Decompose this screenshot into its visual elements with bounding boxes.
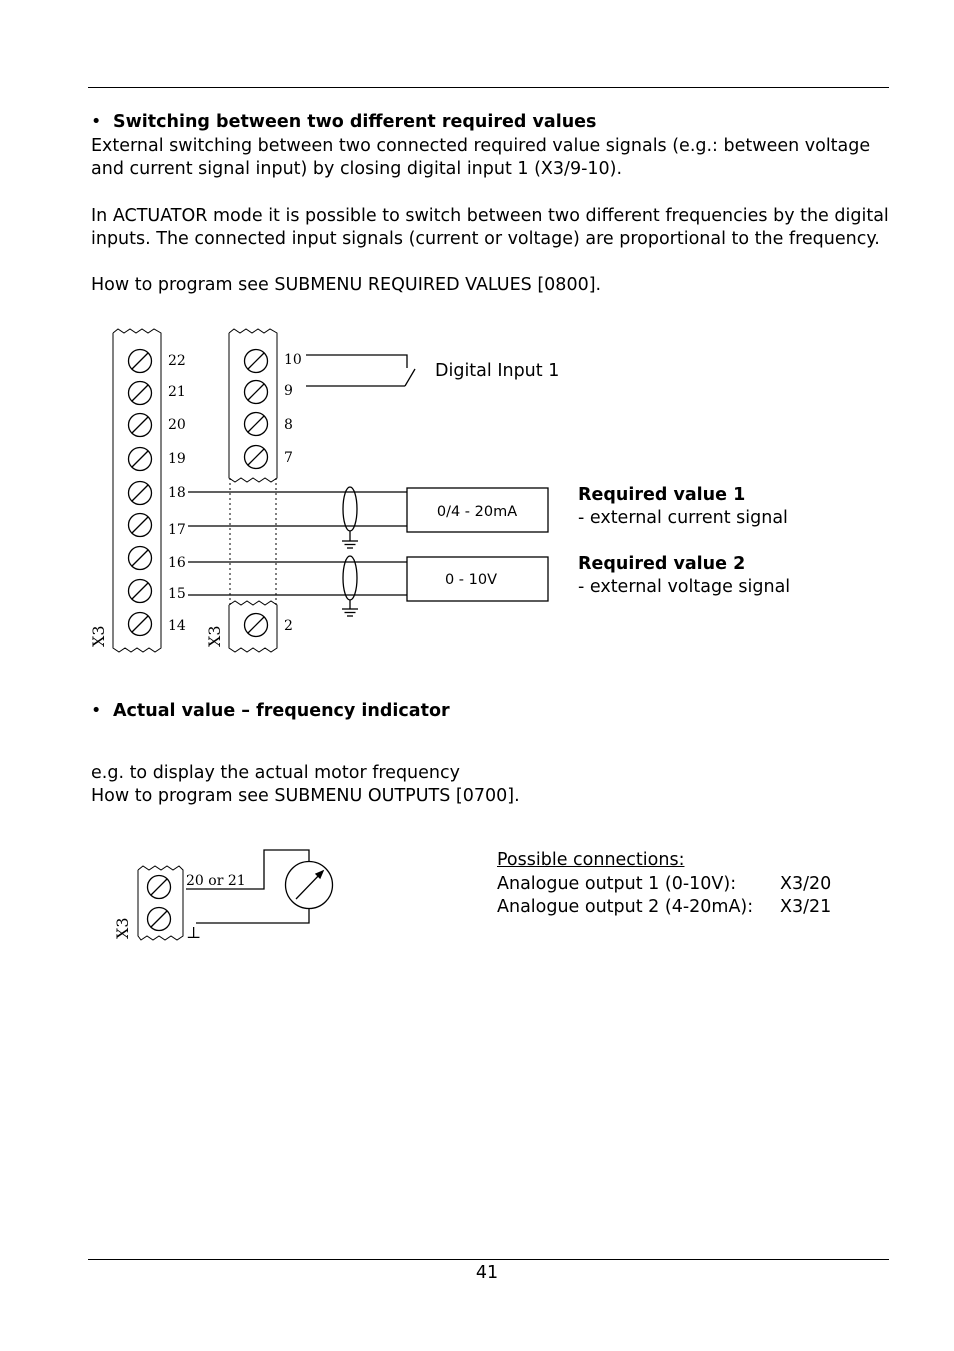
switch-contact <box>405 369 415 386</box>
cable-shield <box>343 487 357 531</box>
terminal-number: 7 <box>284 450 293 466</box>
screw-icon <box>129 350 152 373</box>
screw-icon <box>129 382 152 405</box>
paragraph-line: How to program see SUBMENU REQUIRED VALUES [0800]. <box>91 275 602 295</box>
screw-icon <box>148 876 171 899</box>
screw-icon <box>245 446 268 469</box>
footer-rule <box>88 1259 889 1260</box>
output-wire <box>196 909 309 923</box>
paragraph-line: In ACTUATOR mode it is possible to switch between two different frequencies by the digital <box>91 206 889 226</box>
screw-icon <box>148 908 171 931</box>
digital-input-wire <box>306 355 407 368</box>
terminal-strip-right <box>229 329 277 482</box>
paragraph-line: and current signal input) by closing digital input 1 (X3/9-10). <box>91 159 623 179</box>
paragraph-line: inputs. The connected input signals (current or voltage) are proportional to the frequency. <box>91 229 880 249</box>
terminal-number: 20 <box>168 417 186 433</box>
terminal-number: 19 <box>168 451 186 467</box>
connection-value: X3/20 <box>780 873 832 894</box>
screw-icon <box>129 482 152 505</box>
screw-icon <box>245 413 268 436</box>
terminal-number: 17 <box>168 522 186 538</box>
terminal-label: 20 or 21 <box>186 873 246 889</box>
required-value-1-desc: - external current signal <box>578 508 788 528</box>
connection-row <box>497 873 831 897</box>
screw-icon <box>129 547 152 570</box>
paragraph-line: e.g. to display the actual motor frequency <box>91 763 460 783</box>
terminal-number: 15 <box>168 586 186 602</box>
connection-value: X3/21 <box>780 897 832 917</box>
screw-icon <box>245 381 268 404</box>
bullet-text: Actual value – frequency indicator <box>113 701 450 721</box>
paragraph-line: External switching between two connected required value signals (e.g.: between voltage <box>91 136 871 156</box>
terminal-number: 9 <box>284 383 293 399</box>
strip-label: X3 <box>113 917 132 939</box>
connection-name: Analogue output 1 (0-10V): <box>497 873 737 894</box>
terminal-strip-bottom <box>229 601 277 652</box>
page-number: 41 <box>475 1263 499 1283</box>
terminal-number: 16 <box>168 555 186 571</box>
screw-icon <box>245 350 268 373</box>
terminal-number: 10 <box>284 352 302 368</box>
required-value-2-title: Required value 2 <box>578 554 746 574</box>
strip-label: X3 <box>89 625 108 647</box>
box-label: 0/4 - 20mA <box>436 504 518 520</box>
screw-icon <box>129 414 152 437</box>
connections-title: Possible connections: <box>497 850 685 870</box>
required-value-2-desc: - external voltage signal <box>578 577 791 597</box>
screw-icon <box>245 614 268 637</box>
connection-row <box>497 896 831 920</box>
terminal-strip-left <box>113 329 161 652</box>
terminal-number: 18 <box>168 485 186 501</box>
possible-connections <box>497 849 831 920</box>
screw-icon <box>129 580 152 603</box>
terminal-number: 2 <box>284 618 293 634</box>
bullet-dot: • <box>91 701 102 721</box>
bullet-text: Switching between two different required values <box>113 112 597 132</box>
terminal-strip-output <box>138 866 183 940</box>
screw-icon <box>129 613 152 636</box>
strip-label: X3 <box>205 625 224 647</box>
digital-input-label: Digital Input 1 <box>435 361 560 381</box>
box-label: 0 - 10V <box>444 572 498 588</box>
terminal-number: 22 <box>168 353 186 369</box>
screw-icon <box>129 448 152 471</box>
terminal-number: 14 <box>168 618 186 634</box>
bullet-dot: • <box>91 112 102 132</box>
required-value-1-title: Required value 1 <box>578 485 746 505</box>
ground-symbol: ⊥ <box>186 923 202 942</box>
terminal-number: 8 <box>284 417 293 433</box>
terminal-number: 21 <box>168 384 186 400</box>
connection-name: Analogue output 2 (4-20mA): <box>497 897 754 917</box>
screw-icon <box>129 514 152 537</box>
paragraph-line: How to program see SUBMENU OUTPUTS [0700]. <box>91 786 520 806</box>
bullet-heading-actual-value <box>91 701 450 721</box>
